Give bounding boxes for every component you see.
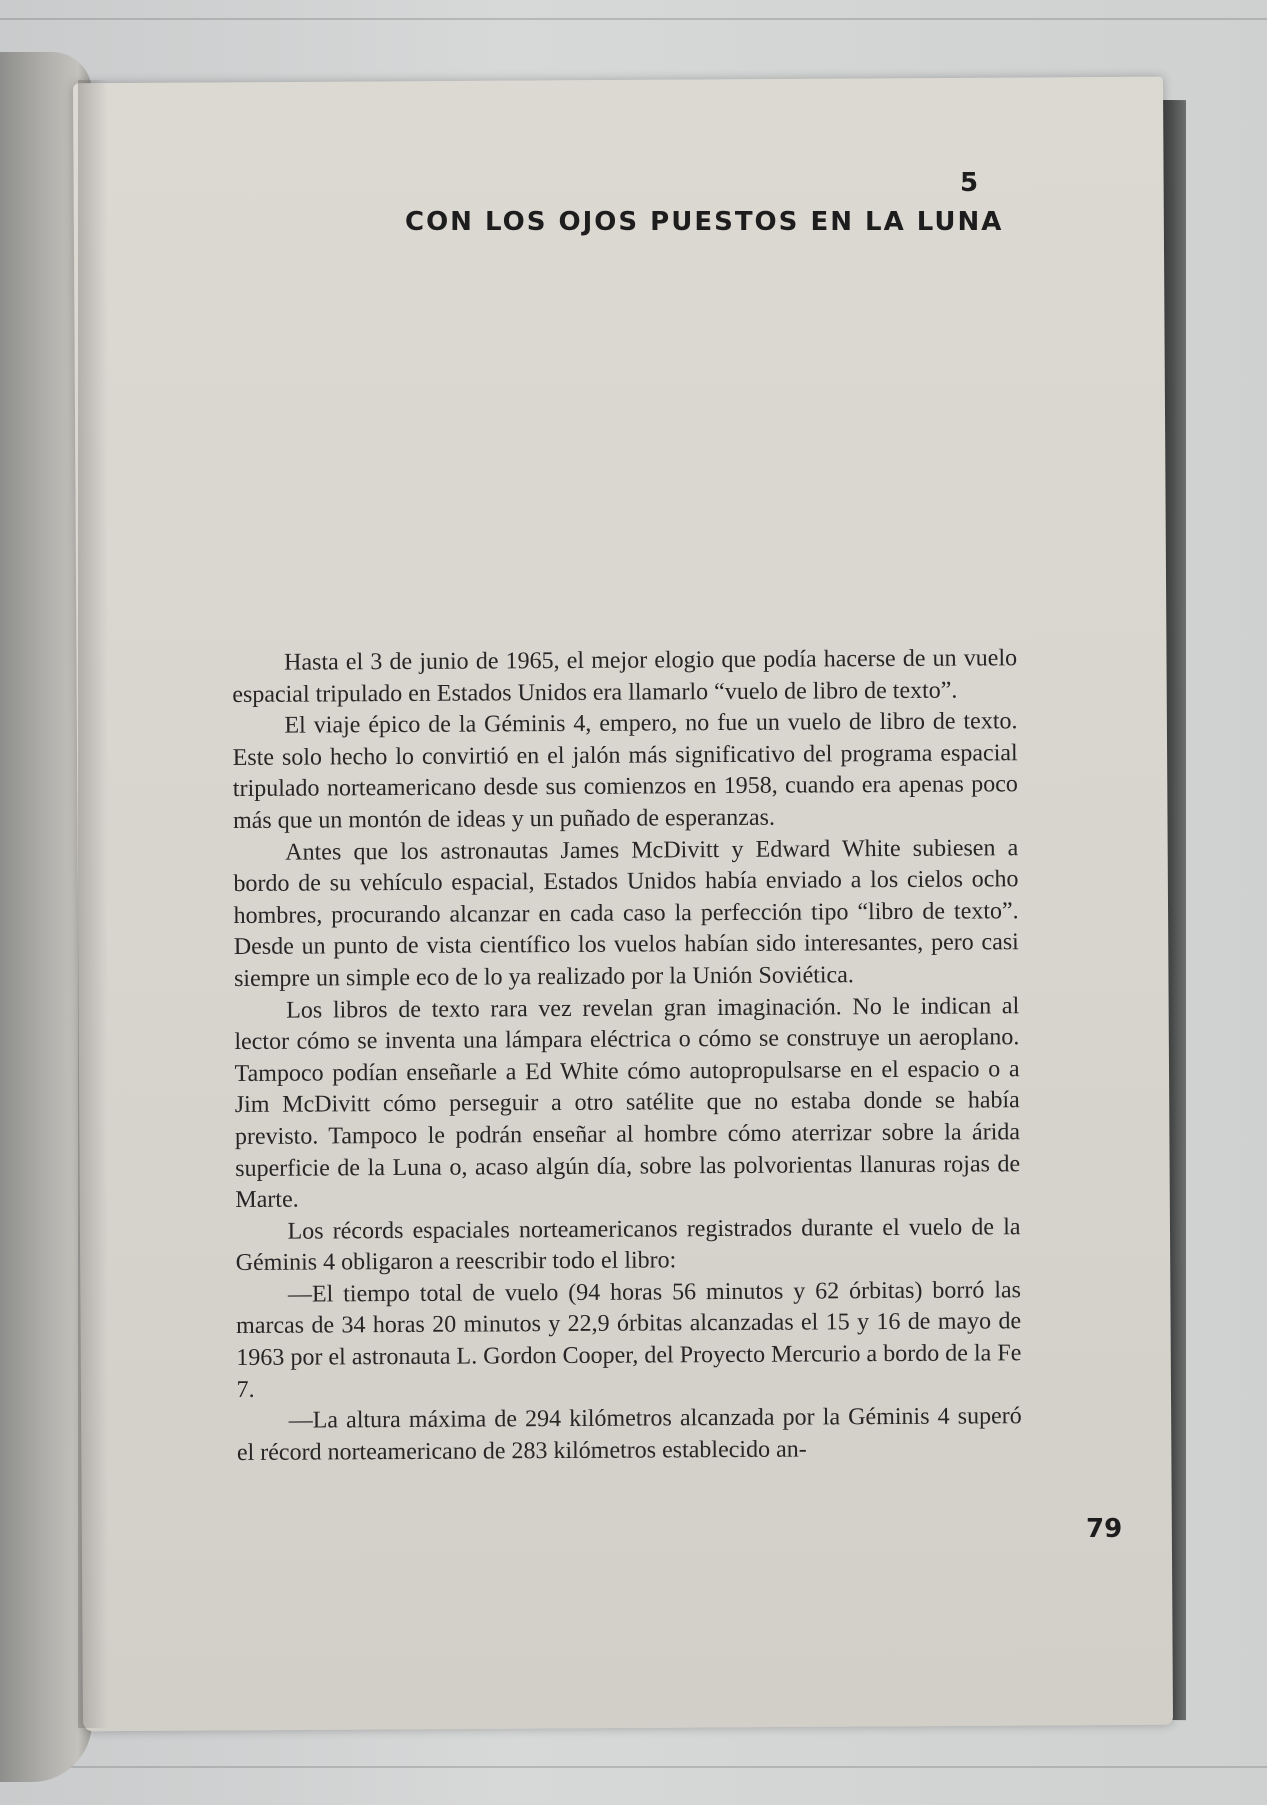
page-number: 79 bbox=[1086, 1514, 1123, 1544]
chapter-number: 5 bbox=[960, 168, 979, 198]
body-text bbox=[232, 643, 1022, 1469]
paragraph: Los récords espaciales norteamericanos registrados durante el vuelo de la Géminis 4 obligaron a reescribir todo el libro: bbox=[235, 1213, 1021, 1277]
chapter-title: CON LOS OJOS PUESTOS EN LA LUNA bbox=[405, 207, 1004, 237]
paragraph: Antes que los astronautas James McDivitt y Edward White subiesen a bordo de su vehículo espacial, Estados Unidos había enviado a los cielos ocho hombres, procurando alcanzar en cada caso la perfección tipo “libro de texto”. Desde un punto de vista científico los vuelos habían sido interesantes, pero casi siempre un simple eco de lo ya realizado por la Unión Soviética. bbox=[233, 834, 1019, 992]
table-plank-line bbox=[0, 1766, 1267, 1768]
paragraph: El viaje épico de la Géminis 4, empero, no fue un vuelo de libro de texto. Este solo hecho lo convirtió en el jalón más significativo del programa espacial tripulado norteamericano desde sus comienzos en 1958, cuando era apenas poco más que un montón de ideas y un puñado de esperanzas. bbox=[232, 708, 1018, 834]
paragraph: —El tiempo total de vuelo (94 horas 56 minutos y 62 órbitas) borró las marcas de 34 horas 20 minutos y 22,9 órbitas alcanzadas el 15 y 16 de mayo de 1963 por el astronauta L. Gordon Cooper, del Proyecto Mercurio a bordo de la Fe 7. bbox=[236, 1277, 1022, 1403]
paragraph: —La altura máxima de 294 kilómetros alcanzada por la Géminis 4 superó el récord norteamericano de 283 kilómetros establecido an- bbox=[236, 1403, 1022, 1466]
table-plank-line bbox=[0, 18, 1267, 20]
paragraph: Hasta el 3 de junio de 1965, el mejor elogio que podía hacerse de un vuelo espacial tripulado en Estados Unidos era llamarlo “vuelo de libro de texto”. bbox=[232, 645, 1018, 708]
paragraph: Los libros de texto rara vez revelan gran imaginación. No le indican al lector cómo se inventa una lámpara eléctrica o cómo se construye un aeroplano. Tampoco podían enseñarle a Ed White cómo autopropulsarse en el espacio o a Jim McDivitt cómo perseguir a otro satélite que no estaba donde se había previsto. Tampoco le podrán enseñar al hombre cómo aterrizar sobre la árida superficie de la Luna o, acaso algún día, sobre las polvorientas llanuras rojas de Marte. bbox=[234, 992, 1021, 1214]
